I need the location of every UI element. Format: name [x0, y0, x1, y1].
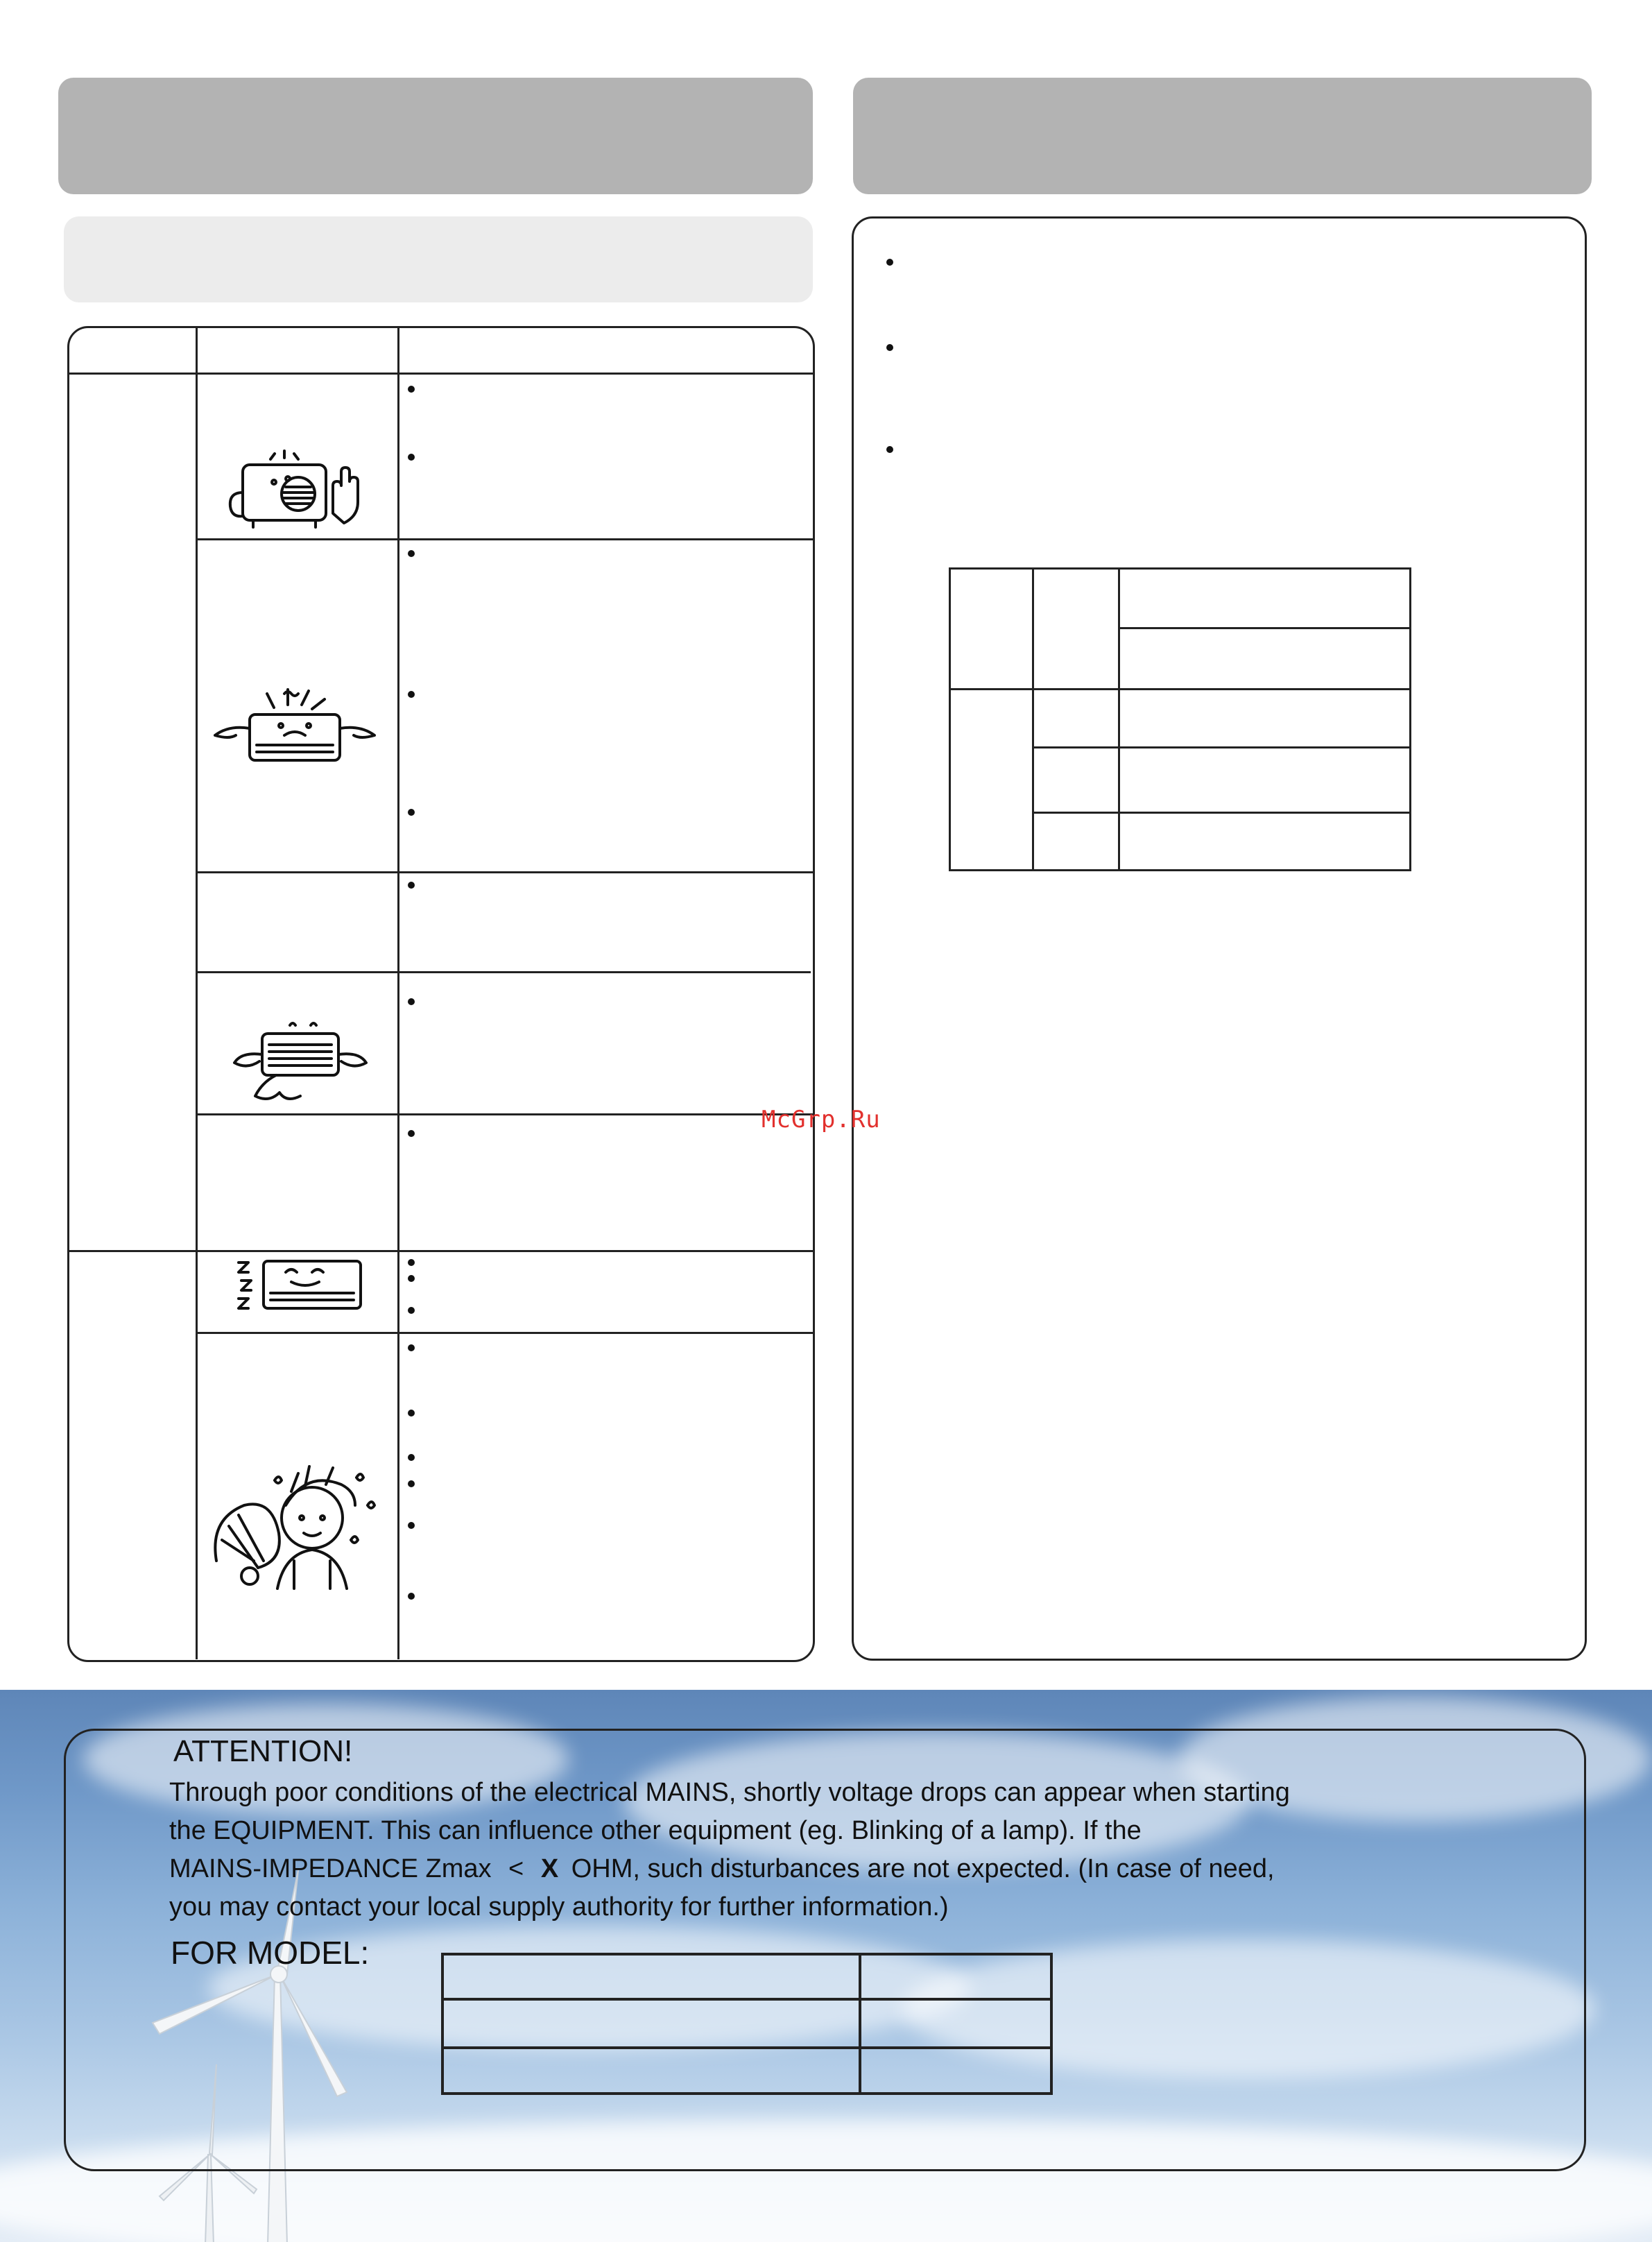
table-row-divider: [197, 871, 814, 873]
bullet: [408, 1593, 415, 1600]
spec-grid-table: [949, 567, 1411, 871]
x-symbol: X: [540, 1854, 559, 1883]
bullet: [408, 1480, 415, 1487]
table-row-divider: [197, 1113, 813, 1115]
attention-line-3: [169, 1850, 1275, 1888]
table-header-divider: [69, 373, 813, 375]
grid-vline: [1032, 569, 1034, 870]
for-model-label: FOR MODEL:: [171, 1935, 370, 1971]
bullet: [408, 1522, 415, 1529]
bullet: [886, 259, 893, 266]
bullet: [408, 550, 415, 557]
bullet: [408, 882, 415, 889]
grid-hline: [1033, 812, 1411, 814]
bullet: [408, 809, 415, 816]
bullet: [408, 691, 415, 698]
model-table-vline: [859, 1954, 861, 2094]
bullet: [408, 1307, 415, 1314]
sleeping-unit-icon: [236, 1254, 368, 1317]
table-column-divider-1: [196, 327, 198, 1659]
less-than-symbol: <: [508, 1854, 524, 1883]
grid-hline: [950, 688, 1411, 690]
left-subheader-bar: [64, 216, 813, 302]
mains-impedance-label: MAINS-IMPEDANCE Zmax: [169, 1854, 492, 1883]
table-row-divider: [197, 971, 811, 973]
right-info-panel: [852, 216, 1587, 1661]
attention-title: ATTENTION!: [173, 1734, 353, 1768]
table-row-divider: [197, 538, 814, 540]
bullet: [408, 1410, 415, 1417]
grid-vline: [1118, 569, 1120, 870]
bullet: [408, 1130, 415, 1137]
watermark: McGrp.Ru: [762, 1106, 881, 1133]
grid-hline: [1119, 627, 1411, 629]
attention-line-2: the EQUIPMENT. This can influence other equipment (eg. Blinking of a lamp). If the: [169, 1816, 1142, 1845]
bullet: [408, 454, 415, 461]
model-table-hline: [442, 1998, 1051, 2001]
bullet: [408, 1275, 415, 1282]
noise-shrug-unit-icon: [208, 687, 381, 770]
ohm-text: OHM, such disturbances are not expected. (In case of need,: [571, 1854, 1275, 1883]
table-group-divider: [69, 1250, 813, 1252]
grid-hline: [1033, 746, 1411, 748]
sweating-person-fan-icon: [208, 1464, 381, 1592]
right-header-bar: [853, 78, 1592, 194]
bullet: [408, 1259, 415, 1266]
stop-hand-unit-icon: [222, 451, 375, 534]
attention-line-4: you may contact your local supply authority for further information.): [169, 1892, 949, 1922]
table-column-divider-2: [397, 327, 399, 1659]
bullet: [408, 998, 415, 1005]
troubleshooting-table: [67, 326, 815, 1662]
smoke-blowing-unit-icon: [221, 1020, 380, 1110]
left-header-bar: [58, 78, 813, 194]
bullet: [408, 386, 415, 393]
bullet: [408, 1454, 415, 1461]
bullet: [886, 344, 893, 351]
bullet: [408, 1344, 415, 1351]
table-row-divider: [197, 1332, 813, 1334]
model-table-hline: [442, 2046, 1051, 2049]
model-table: [441, 1953, 1053, 2095]
bullet: [886, 446, 893, 453]
attention-line-1: Through poor conditions of the electrical MAINS, shortly voltage drops can appear when starting: [169, 1778, 1290, 1807]
